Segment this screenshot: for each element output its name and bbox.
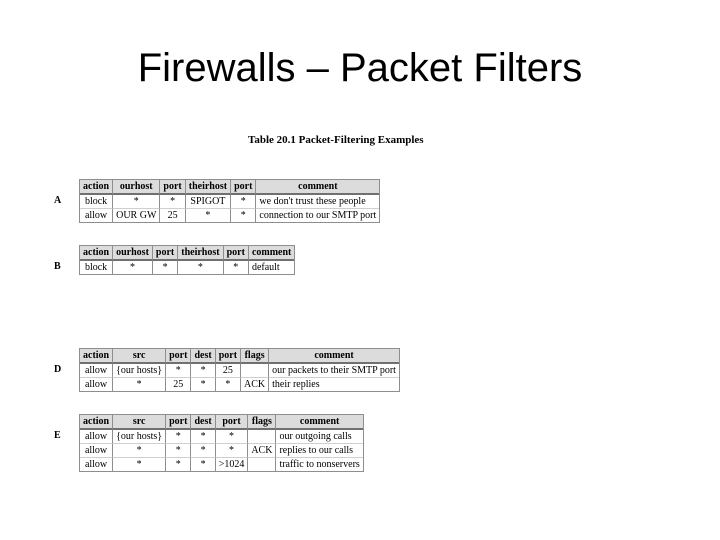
- column-header: theirhost: [186, 180, 231, 195]
- table-cell: OUR GW: [113, 208, 160, 222]
- table-cell: [241, 364, 269, 377]
- filter-table: [79, 348, 400, 392]
- table-cell: *: [191, 377, 215, 391]
- table-cell: 25: [160, 208, 185, 222]
- table-row: [80, 195, 379, 208]
- column-header: src: [113, 415, 166, 430]
- column-header: ourhost: [113, 180, 160, 195]
- table-cell: {our hosts}: [113, 430, 166, 443]
- column-header: flags: [241, 349, 269, 364]
- table-cell: *: [113, 443, 166, 457]
- table-cell: *: [224, 261, 249, 274]
- table-row: [80, 377, 399, 391]
- table-cell: *: [113, 261, 153, 274]
- rule-set-label: B: [54, 261, 61, 272]
- column-header: flags: [248, 415, 276, 430]
- table-cell: *: [216, 430, 249, 443]
- column-header: port: [166, 349, 191, 364]
- column-header: dest: [191, 415, 215, 430]
- table-cell: *: [113, 195, 160, 208]
- table-cell: 25: [216, 364, 241, 377]
- table-cell: allow: [80, 377, 113, 391]
- table-cell: *: [178, 261, 223, 274]
- table-cell: *: [216, 443, 249, 457]
- table-cell: we don't trust these people: [259, 196, 366, 207]
- column-header: port: [216, 349, 241, 364]
- table-cell: *: [166, 443, 191, 457]
- table-cell: traffic to nonservers: [276, 457, 362, 471]
- table-cell: *: [191, 430, 215, 443]
- table-cell: *: [231, 208, 256, 222]
- table-cell: *: [186, 208, 231, 222]
- column-header: port: [231, 180, 256, 195]
- table-caption: Table 20.1 Packet-Filtering Examples: [248, 134, 424, 146]
- table-cell: block: [80, 261, 113, 274]
- table-row: [80, 261, 294, 274]
- table-row: [80, 457, 363, 471]
- table-row: [80, 430, 363, 443]
- filter-table: [79, 245, 295, 275]
- table-cell: {our hosts}: [113, 364, 166, 377]
- table-cell: *: [113, 457, 166, 471]
- table-cell: [248, 430, 276, 443]
- table-cell: [248, 457, 276, 471]
- table-cell: *: [113, 377, 166, 391]
- column-header: port: [224, 246, 249, 261]
- table-cell: *: [166, 430, 191, 443]
- column-header: comment: [256, 180, 379, 195]
- column-header: port: [153, 246, 178, 261]
- column-header: port: [160, 180, 185, 195]
- column-header: port: [216, 415, 249, 430]
- table-cell: default: [251, 262, 280, 273]
- table-cell: allow: [80, 457, 113, 471]
- table-cell: our packets to their SMTP port: [272, 365, 396, 376]
- table-cell: replies to our calls: [276, 443, 362, 457]
- column-header: comment: [276, 415, 362, 430]
- filter-table: [79, 179, 380, 223]
- table-cell: allow: [80, 443, 113, 457]
- table-cell: *: [153, 261, 178, 274]
- table-cell: connection to our SMTP port: [256, 208, 379, 222]
- table-cell: their replies: [269, 377, 399, 391]
- table-cell: ACK: [248, 443, 276, 457]
- filter-table: [79, 414, 364, 472]
- column-header: ourhost: [113, 246, 153, 261]
- column-header: action: [80, 246, 113, 261]
- rule-set-label: A: [54, 195, 62, 206]
- table-cell: *: [191, 457, 215, 471]
- table-cell: SPIGOT: [186, 195, 231, 208]
- column-header: comment: [269, 349, 399, 364]
- column-header: theirhost: [178, 246, 223, 261]
- table-cell: >1024: [216, 457, 249, 471]
- table-cell: *: [160, 195, 185, 208]
- table-cell: *: [231, 195, 256, 208]
- table-row: [80, 364, 399, 377]
- table-cell: 25: [166, 377, 191, 391]
- table-cell: ACK: [241, 377, 269, 391]
- table-cell: block: [80, 195, 113, 208]
- table-cell: *: [216, 377, 241, 391]
- table-cell: *: [166, 457, 191, 471]
- column-header: port: [166, 415, 191, 430]
- column-header: src: [113, 349, 166, 364]
- table-cell: *: [191, 443, 215, 457]
- rule-set-label: D: [54, 364, 62, 375]
- table-cell: *: [191, 364, 215, 377]
- table-cell: allow: [80, 430, 113, 443]
- table-cell: *: [166, 364, 191, 377]
- column-header: action: [80, 415, 113, 430]
- column-header: action: [80, 349, 113, 364]
- column-header: action: [80, 180, 113, 195]
- column-header: comment: [249, 246, 294, 261]
- table-cell: allow: [80, 208, 113, 222]
- table-cell: our outgoing calls: [279, 431, 352, 442]
- rule-set-label: E: [54, 430, 61, 441]
- table-cell: allow: [80, 364, 113, 377]
- column-header: dest: [191, 349, 215, 364]
- table-row: [80, 443, 363, 457]
- slide-title: Firewalls – Packet Filters: [137, 46, 583, 90]
- table-row: [80, 208, 379, 222]
